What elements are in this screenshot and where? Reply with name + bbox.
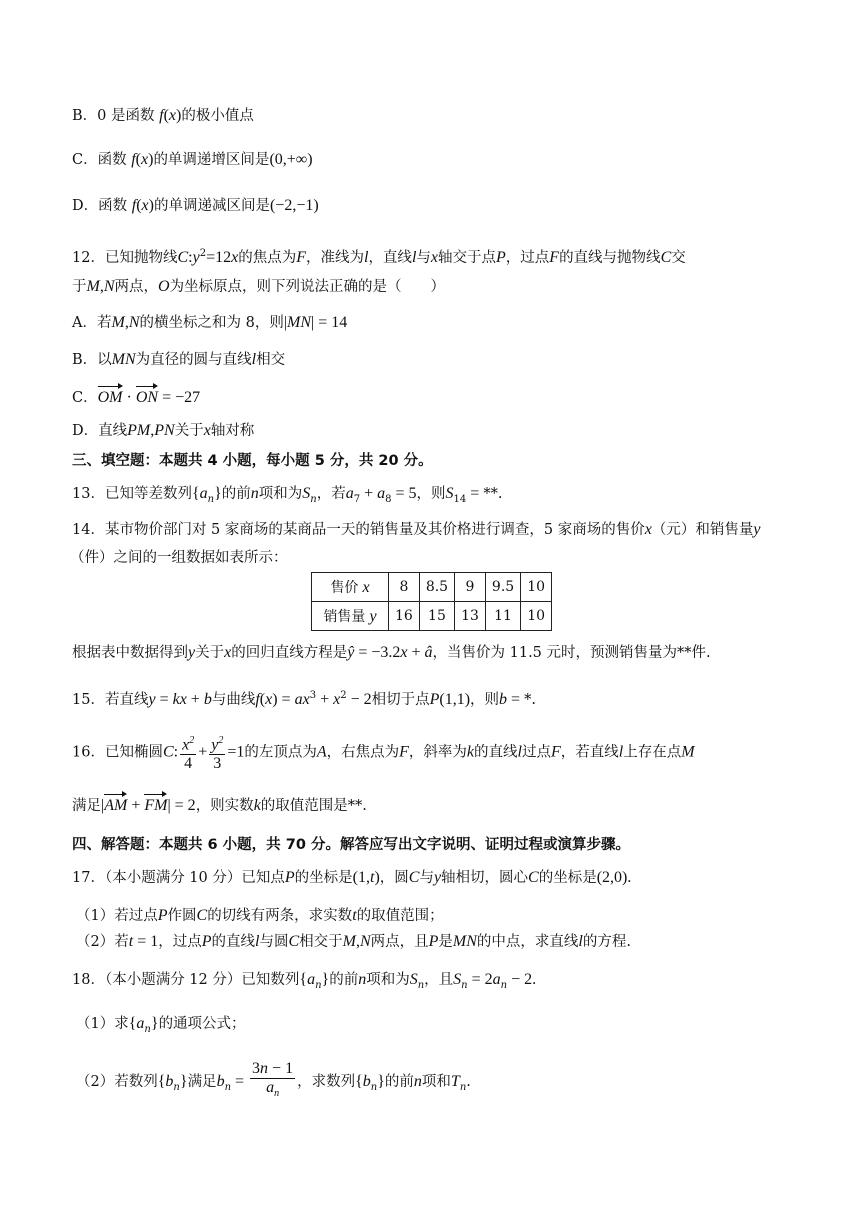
q14-line3: 根据表中数据得到y关于x的回归直线方程是ŷ = −3.2x + â，当售价为 11.5 元时，预测销售量为**件. bbox=[72, 644, 711, 661]
table-row bbox=[312, 573, 552, 602]
table-cell: 8.5 bbox=[419, 573, 454, 602]
q18-stem: 18．（本小题满分 12 分）已知数列$\{a_n\}$的前n项和为$S_n$，且$S_n = 2a_n - 2$. bbox=[72, 971, 537, 991]
table-cell: 8 bbox=[389, 573, 420, 602]
q11-option-d: D．函数 f(x)的单调递减区间是(−2,−1) bbox=[72, 197, 319, 214]
q14-line1: 14．某市物价部门对 5 家商场的某商品一天的销售量及其价格进行调查，5 家商场的售价x（元）和销售量y bbox=[72, 521, 761, 538]
q12-stem-line1: 12．已知抛物线$C:y^2=12x$的焦点为F，准线为l，直线l与x轴交于点P，过点F的直线与抛物线C交 bbox=[72, 248, 686, 266]
q12-option-d: D．直线PM,PN关于x轴对称 bbox=[72, 422, 255, 439]
table-cell: 9.5 bbox=[485, 573, 520, 602]
option-text: C．函数 bbox=[72, 152, 127, 168]
table-cell: 10 bbox=[521, 573, 552, 602]
section-3-heading: 三、填空题：本题共 4 小题，每小题 5 分，共 20 分。 bbox=[72, 453, 433, 469]
q17-stem: 17．（本小题满分 10 分）已知点P的坐标是(1,t)，圆C与y轴相切，圆心C的坐标是(2,0). bbox=[72, 869, 632, 886]
table-cell: 11 bbox=[485, 602, 520, 631]
q17-sub2: （2）若t = 1，过点P的直线l与圆C相交于M,N两点，且P是MN的中点，求直线l的方程. bbox=[76, 933, 631, 950]
table-cell: 9 bbox=[455, 573, 486, 602]
option-text: D．函数 bbox=[72, 198, 128, 214]
table-cell: 16 bbox=[389, 602, 420, 631]
q16-line2: 满足|AM + FM| = 2，则实数k的取值范围是**. bbox=[72, 797, 367, 814]
q11-option-b: B．0 是函数 f(x)的极小值点 bbox=[72, 107, 254, 124]
q11-option-c: C．函数 f(x)的单调递增区间是(0,+∞) bbox=[72, 151, 313, 168]
q15: 15．若直线y = kx + b与曲线$f(x) = ax^3 + x^2 - 2$相切于点P(1,1)，则b = *. bbox=[72, 690, 536, 708]
q12-option-b: B．以MN为直径的圆与直线l相交 bbox=[72, 351, 286, 368]
section-4-heading: 四、解答题：本题共 6 小题，共 70 分。解答应写出文字说明、证明过程或演算步骤。 bbox=[72, 837, 630, 853]
q12-stem-line2: 于M,N两点，O为坐标原点，则下列说法正确的是（ ） bbox=[72, 278, 446, 295]
q18-sub1: （1）求$\{a_n\}$的通项公式； bbox=[76, 1015, 246, 1035]
option-text: 的单调递减区间是 bbox=[153, 198, 270, 214]
q16-line1: 16．已知椭圆C: $\frac{x^2}{4}$ + $\frac{y^2}{3}$ =1的左顶点为A，右焦点为F，斜率为k的直线l过点F，若直线l上存在点M bbox=[72, 732, 695, 773]
q12-option-a: A．若M,N的横坐标之和为 8，则|MN| = 14 bbox=[72, 314, 348, 331]
q12-option-c: C．OM · ON = −27 bbox=[72, 389, 201, 406]
table-cell: 10 bbox=[521, 602, 552, 631]
data-table bbox=[311, 572, 552, 631]
option-text: 的极小值点 bbox=[181, 108, 254, 124]
q17-sub1: （1）若过点P作圆C的切线有两条，求实数t的取值范围； bbox=[76, 907, 444, 924]
table-row bbox=[312, 602, 552, 631]
q14-line2: （件）之间的一组数据如表所示： bbox=[70, 550, 288, 566]
q13: 13．已知等差数列$\{a_n\}$的前n项和为$S_n$，若$a_7 + a_8 = 5$，则$S_{14}$ = **. bbox=[72, 485, 503, 505]
formula: f bbox=[159, 107, 164, 124]
option-text: 的单调递增区间是 bbox=[153, 152, 270, 168]
option-text: B．0 是函数 bbox=[72, 108, 155, 124]
table-cell: 13 bbox=[455, 602, 486, 631]
q18-sub2: （2）若数列$\{b_n\}$满足$b_n$ = $\frac{3n - 1}{a_n}$ ，求数列$\{b_n\}$的前n项和$T_n$. bbox=[76, 1060, 471, 1100]
table-cell: 15 bbox=[419, 602, 454, 631]
table-row-label: 售价 x bbox=[312, 573, 389, 602]
table-row-label: 销售量 y bbox=[312, 602, 389, 631]
